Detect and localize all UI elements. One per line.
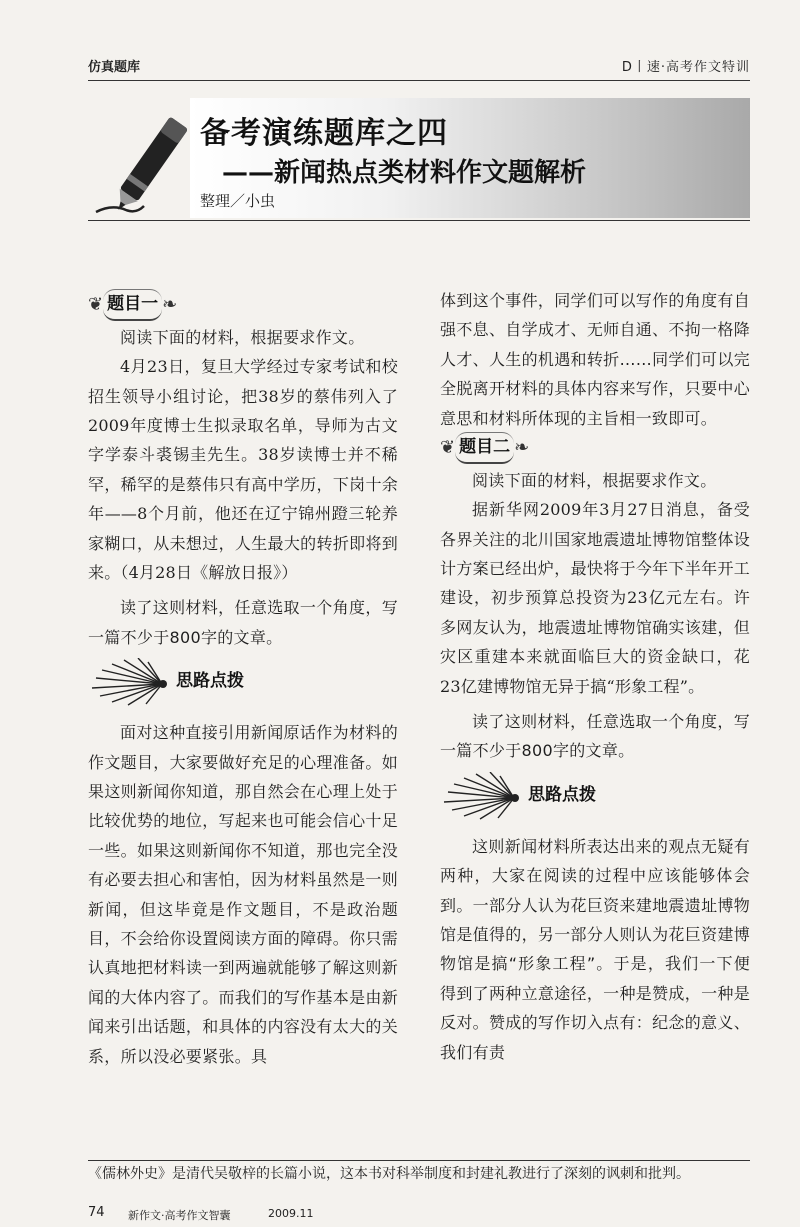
tips-1-heading — [88, 658, 398, 706]
swirl-ornament-icon: ❧ — [162, 294, 178, 315]
footer-rule — [88, 1160, 750, 1161]
left-column — [88, 290, 398, 1071]
tips-1-label: 思路点拨 — [176, 671, 244, 692]
swirl-ornament-icon: ❧ — [514, 437, 530, 459]
question-2-tag — [440, 434, 529, 462]
tips-2-text: 这则新闻材料所表达出来的观点无疑有两种，大家在阅读的过程中应该能够体会到。一部分人认为花巨资来建地震遗址博物馆是值得的，另一部分人则认为花巨资建博物馆是搞“形象工程”。于是，我们一下便得到了两种立意途径，一种是赞成，一种是反对。赞成的写作切入点有：纪念的意义、我们有责 — [440, 836, 750, 1062]
byline: 整理／小虫 — [200, 192, 276, 210]
tips-1-continued: 体到这个事件，同学们可以写作的角度有自强不息、自学成才、无师自通、不拘一格降人才、人生的机遇和转折……同学们可以完全脱离开材料的具体内容来写作，只要中心意思和材料所体现的主旨相一致即可。 — [440, 291, 750, 428]
article-subtitle: ——新闻热点类材料作文题解析 — [222, 158, 587, 188]
question-2-label: 题目二 — [455, 432, 514, 464]
column-label: D丨速·高考作文特训 — [621, 60, 750, 75]
page-number: 74 — [88, 1205, 105, 1220]
question-2-material: 据新华网2009年3月27日消息，备受各界关注的北川国家地震遗址博物馆整体设计方案已经出炉，最快将于今年下半年开工建设，初步预算总投资为23亿元左右。许多网友认为，地震遗址博物馆确实该建，但灾区重建本来就面临巨大的资金缺口，花23亿建博物馆无异于搞“形象工程”。 — [440, 500, 750, 696]
question-1-tag — [88, 291, 177, 319]
tips-2-label: 思路点拨 — [528, 785, 596, 806]
journal-name: 新作文·高考作文智囊 — [128, 1209, 231, 1222]
article-title: 备考演练题库之四 — [200, 116, 448, 151]
question-1-label: 题目一 — [103, 289, 162, 321]
question-1-task: 读了这则材料，任意选取一个角度，写一篇不少于800字的文章。 — [88, 598, 398, 647]
footer-note: 《儒林外史》是清代吴敬梓的长篇小说，这本书对科举制度和封建礼教进行了深刻的讽刺和批判。 — [88, 1166, 690, 1182]
question-2-task: 读了这则材料，任意选取一个角度，写一篇不少于800字的文章。 — [440, 711, 750, 761]
tips-1-text: 面对这种直接引用新闻原话作为材料的作文题目，大家要做好充足的心理准备。如果这则新闻你知道，那自然会在心理上处于比较优势的地位，写起来也可能会信心十足一些。如果这则新闻你不知道，那也完全没有必要去担心和害怕，因为材料虽然是一则新闻，但这毕竟是作文题目，不是政治题目，不会给你设置阅读方面的障碍。你只需认真地把材料读一到两遍就能够了解这则新闻的大体内容了。而我们的写作基本是由新闻来引出话题，和具体的内容没有太大的关系，所以没必要紧张。具 — [88, 723, 398, 1066]
feather-burst-icon — [440, 772, 526, 820]
tips-2-heading — [440, 772, 750, 820]
question-2-instruction: 阅读下面的材料，根据要求作文。 — [472, 470, 717, 490]
swirl-ornament-icon: ❦ — [88, 294, 104, 315]
section-label: 仿真题库 — [88, 60, 141, 75]
question-1-instruction: 阅读下面的材料，根据要求作文。 — [120, 327, 365, 347]
right-column — [440, 286, 750, 1067]
banner-rule — [88, 220, 750, 221]
question-1-material: 4月23日，复旦大学经过专家考试和校招生领导小组讨论，把38岁的蔡伟列入了2009年度博士生拟录取名单，导师为古文字学泰斗裘锡圭先生。38岁读博士并不稀罕，稀罕的是蔡伟只有高中学历，下岗十余年——8个月前，他还在辽宁锦州蹬三轮养家糊口，从未想过，人生最大的转折即将到来。（4月28日《解放日报》） — [88, 357, 398, 582]
feather-burst-icon — [88, 658, 174, 706]
swirl-ornament-icon: ❦ — [440, 437, 456, 459]
header-rule — [88, 80, 750, 81]
pen-icon — [92, 100, 202, 220]
issue-date: 2009.11 — [268, 1207, 314, 1220]
